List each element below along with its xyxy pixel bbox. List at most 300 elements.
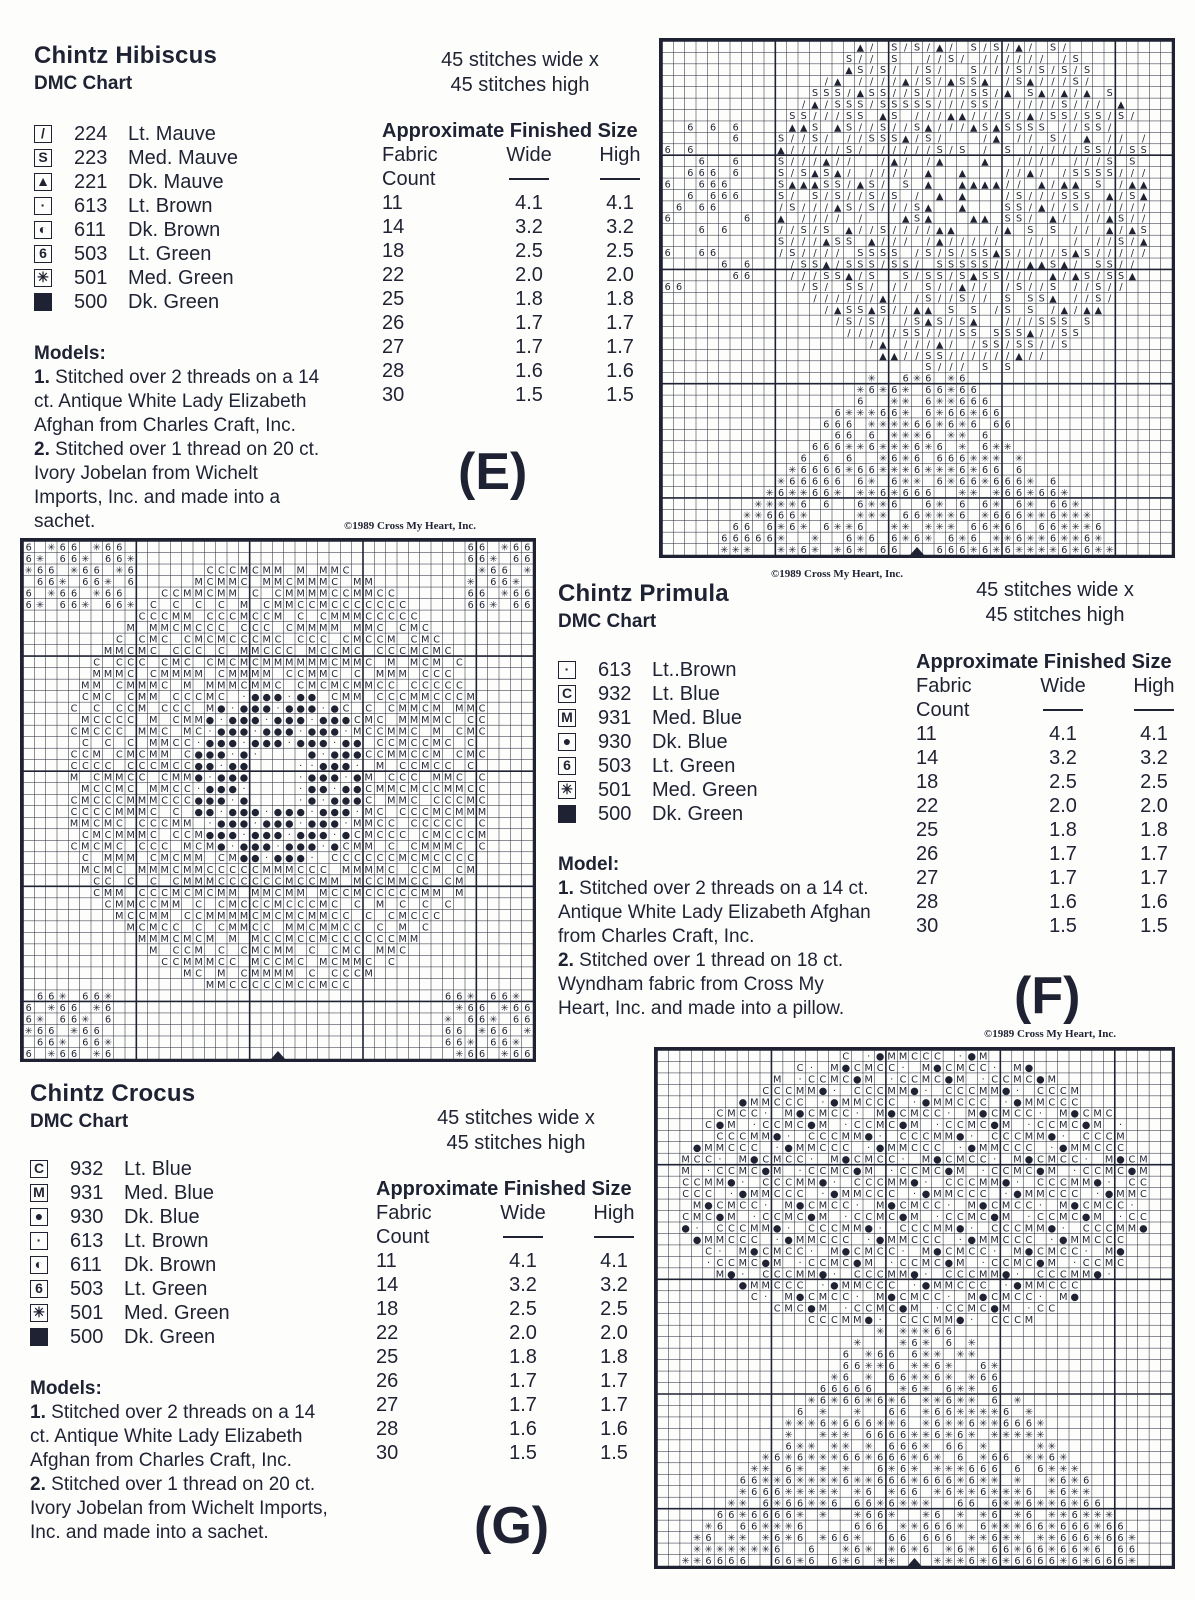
stitch-symbol: ● [1093,1269,1102,1281]
stitch-symbol: / [1130,247,1134,259]
stitch-symbol: 6 [1014,1464,1021,1476]
stitch-symbol: / [1096,99,1100,111]
stitch-symbol: / [824,213,828,225]
size-cell: 25 [376,1345,399,1368]
stitch-symbol: ● [217,703,226,715]
stitch-symbol: M [830,1257,839,1269]
stitch-symbol: ● [251,830,260,842]
stitch-symbol: 6 [478,1014,486,1026]
legend-color-name: Lt. Mauve [128,122,216,145]
stitch-symbol: ▲ [901,76,910,88]
stitch-symbol: ✳ [765,499,774,511]
stitch-symbol: · [1050,1143,1054,1155]
stitch-symbol: / [926,156,930,168]
stitch-symbol: S [1061,247,1068,259]
stitch-symbol: S [834,88,841,100]
stitch-symbol: ✳ [956,1487,965,1499]
stitch-symbol: ✳ [738,1510,747,1522]
stitch-symbol: 6 [1037,1521,1044,1533]
stitch-symbol: ● [990,1303,999,1315]
stitch-symbol: / [858,316,862,328]
stitch-symbol: / [938,247,942,259]
stitch-symbol: ✳ [924,442,933,454]
stitch-symbol: ✳ [990,1418,999,1430]
stitch-symbol: · [867,1143,871,1155]
size-cell: 4.1 [515,191,543,214]
stitch-symbol: · [1096,1189,1100,1201]
stitch-symbol: ● [341,807,351,819]
stitch-symbol: C [421,830,429,842]
stitch-symbol: ▲ [947,110,955,122]
stitch-symbol: · [993,1154,997,1166]
stitch-symbol: ✳ [704,1544,713,1556]
stitch-symbol: / [983,133,987,145]
stitch-symbol: M [285,588,294,600]
stitch-symbol: / [983,350,987,362]
stitch-symbol: M [205,956,215,968]
stitch-symbol: ● [262,738,271,750]
stitch-symbol: C [1014,1108,1021,1120]
stitch-symbol: C [206,565,214,577]
stitch-symbol: M [183,680,192,692]
stitch-symbol: ● [319,807,328,819]
stitch-symbol: 6 [891,407,898,419]
stitch-symbol: ● [330,795,339,807]
size-cell: 1.8 [509,1345,537,1368]
stitch-symbol: ● [956,1315,965,1327]
stitch-symbol: M [944,1189,954,1201]
stitch-symbol: C [251,864,259,876]
stitch-symbol: 6 [716,1510,724,1522]
stitch-symbol: C [161,726,169,738]
size-cell: 30 [382,383,405,406]
stitch-symbol: 6 [959,510,966,522]
stitch-symbol: · [299,784,303,796]
stitch-symbol: M [398,922,407,934]
stitch-symbol: C [149,853,157,865]
stitch-symbol: / [881,202,885,214]
stitch-symbol: ✳ [992,544,1001,555]
stitch-symbol: C [376,830,384,842]
stitch-symbol: 6 [891,453,898,465]
stitch-symbol: ✳ [92,1048,101,1059]
stitch-symbol: ▲ [1083,88,1091,100]
stitch-symbol: C [785,1177,793,1189]
stitch-symbol: ● [285,818,294,830]
stitch-symbol: 6 [913,464,921,476]
stitch-symbol: M [205,876,215,888]
stitch-symbol: 6 [796,1406,804,1418]
stitch-symbol: 6 [789,522,796,534]
stitch-symbol: 6 [811,476,819,488]
stitch-symbol: 6 [1025,1487,1033,1499]
stitch-symbol: C [991,1166,999,1178]
stitch-symbol: C [161,588,169,600]
stitch-symbol: 6 [959,453,966,465]
stitch-symbol: C [808,1292,815,1304]
stitch-symbol: ✳ [946,476,956,488]
stitch-symbol: / [926,110,930,122]
stitch-symbol: / [1006,282,1010,294]
stitch-symbol: M [1093,1211,1102,1223]
stitch-symbol: 6 [104,588,112,600]
stitch-symbol: M [149,692,158,704]
stitch-symbol: · [832,1085,836,1097]
stitch-symbol: / [858,202,862,214]
stitch-symbol: ✳ [1036,1429,1045,1441]
stitch-symbol: C [331,968,339,980]
stitch-symbol: ✳ [901,407,910,419]
stitch-symbol: 6 [478,1048,486,1059]
stitch-symbol: C [433,692,441,704]
stitch-symbol: C [853,1269,861,1281]
size-row [916,914,1194,938]
stitch-symbol: ● [307,772,317,784]
stitch-symbol: / [904,42,908,54]
stitch-symbol: 6 [981,464,989,476]
stitch-symbol: M [956,1154,965,1166]
stitch-symbol: 6 [845,453,853,465]
stitch-symbol: C [830,1131,838,1143]
stitch-symbol: S [811,259,819,271]
stitch-symbol: C [183,703,191,715]
stitch-symbol: M [387,784,396,796]
stitch-symbol: 6 [902,373,909,385]
stitch-symbol: ▲ [788,179,797,191]
stitch-symbol: · [935,1303,939,1315]
size-cell: 2.0 [1049,794,1077,817]
stitch-symbol: / [1051,88,1055,100]
stitch-symbol: ✳ [1036,1441,1045,1453]
stitch-symbol: C [1059,1189,1067,1201]
stitch-symbol: / [1062,145,1066,157]
stitch-symbol: 6 [980,1464,987,1476]
stitch-symbol: 6 [721,190,728,202]
stitch-symbol: ✳ [1082,1555,1091,1566]
stitch-symbol: C [455,692,463,704]
stitch-symbol: C [376,611,384,623]
stitch-symbol: / [870,293,874,305]
stitch-symbol: M [239,669,249,681]
stitch-symbol: C [70,807,78,819]
stitch-symbol: ✳ [853,1475,862,1487]
stitch-symbol: M [183,853,192,865]
stitch-symbol: ✳ [969,453,978,465]
stitch-symbol: 6 [1128,1544,1136,1556]
stitch-symbol: M [183,841,192,853]
stitch-symbol: M [681,1154,690,1166]
stitch-symbol: ✳ [47,542,56,554]
crocus-subtitle: DMC Chart [30,1111,129,1132]
size-row [916,818,1194,842]
stitch-symbol: ▲ [856,179,865,191]
stitch-symbol: S [1027,305,1034,317]
stitch-symbol: M [761,1280,770,1292]
stitch-symbol: 6 [48,991,55,1003]
stitch-symbol: M [137,864,147,876]
stitch-symbol: C [138,841,146,853]
stitch-symbol: C [922,1143,930,1155]
legend-color-name: Dk. Brown [124,1253,217,1276]
stitch-symbol: M [784,1200,793,1212]
stitch-symbol: C [365,853,373,865]
stitch-symbol: 6 [854,1452,861,1464]
stitch-symbol: C [1094,1131,1102,1143]
stitch-symbol: C [353,853,361,865]
stitch-symbol: 6 [732,522,739,534]
hibiscus-stitch-count [400,48,640,98]
size-cell: 1.5 [1140,914,1168,937]
stitch-symbol: ✳ [967,1372,976,1384]
stitch-symbol: / [1017,247,1021,259]
stitch-symbol: / [938,53,942,65]
stitch-symbol: S [902,270,909,282]
stitch-symbol: ● [205,807,215,819]
stitch-symbol: ✳ [1047,1464,1056,1476]
stitch-symbol: C [899,1292,907,1304]
stitch-symbol: C [183,945,191,957]
stitch-symbol: 6 [959,499,966,511]
stitch-symbol: C [353,899,361,911]
stitch-symbol: C [387,933,395,945]
stitch-symbol: S [1027,225,1034,237]
stitch-symbol: C [808,1200,815,1212]
stitch-symbol: ● [217,772,226,784]
stitch-symbol: C [945,1154,953,1166]
size-cell: 11 [382,191,403,214]
stitch-symbol: · [958,1143,962,1155]
stitch-symbol: S [845,110,853,122]
stitch-symbol: M [307,576,317,588]
stitch-symbol: 6 [501,1025,508,1037]
stitch-symbol: ✳ [833,522,842,534]
stitch-symbol: · [1038,1200,1042,1212]
stitch-symbol: · [276,841,280,853]
stitch-symbol: ✳ [761,1464,770,1476]
stitch-symbol: / [972,236,976,248]
stitch-symbol: M [1013,1154,1022,1166]
stitch-symbol: 6 [1071,1544,1078,1556]
stitch-symbol: C [796,1303,804,1315]
stitch-symbol: M [818,1200,828,1212]
stitch-symbol: 6 [877,1452,884,1464]
stitch-symbol: / [1028,65,1032,77]
stitch-symbol: M [409,657,419,669]
stitch-symbol: · [832,1269,836,1281]
stitch-symbol: ✳ [901,385,910,397]
stitch-symbol: ✳ [956,1418,965,1430]
stitch-symbol: / [1028,270,1032,282]
stitch-symbol: C [172,761,180,773]
stitch-symbol: C [410,876,418,888]
stitch-symbol: ● [205,830,215,842]
stitch-symbol: M [1047,1074,1057,1086]
stitch-symbol: S [811,282,819,294]
stitch-symbol: / [892,65,896,77]
stitch-symbol: · [1004,1280,1008,1292]
stitch-symbol: 6 [785,1464,792,1476]
stitch-symbol: M [126,922,135,934]
stitch-symbol: S [981,259,989,271]
stitch-symbol: C [750,1200,758,1212]
stitch-symbol: C [842,1257,850,1269]
legend-code: 221 [74,170,108,193]
primula-models [558,853,873,1021]
stitch-symbol: M [228,933,237,945]
stitch-symbol: ● [319,784,328,796]
stitch-symbol: ✳ [523,565,532,577]
model-text: Stitched over 1 thread on 20 ct. Ivory Jobelan from Wichelt Imports, Inc. and made into a sachet. [34,439,320,532]
stitch-symbol: · [912,1097,917,1109]
stitch-symbol: ● [330,807,339,819]
stitch-symbol: / [1017,168,1021,180]
stitch-symbol: M [69,772,79,784]
stitch-symbol: ● [285,703,294,715]
stitch-symbol: / [870,65,874,77]
stitch-symbol: ● [251,853,260,865]
stitch-symbol: S [970,99,977,111]
stitch-symbol: ✳ [1024,1406,1034,1418]
stitch-symbol: C [853,1085,861,1097]
stitch-symbol: M [364,807,373,819]
stitch-symbol: M [205,979,215,991]
stitch-symbol: C [297,599,305,611]
stitch-symbol: C [172,646,180,658]
stitch-symbol: / [1051,76,1055,88]
stitch-symbol: / [858,53,862,65]
stitch-symbol: M [432,864,441,876]
stitch-symbol: C [899,1131,907,1143]
stitch-symbol: C [285,669,293,681]
stitch-symbol: M [149,634,158,646]
stitch-symbol: M [387,945,396,957]
stitch-symbol: ▲ [958,202,967,214]
stitch-symbol: ✳ [990,1521,999,1533]
stitch-symbol: M [353,680,362,692]
stitch-symbol: M [443,772,453,784]
stitch-symbol: C [308,864,316,876]
stitch-symbol: 6 [709,179,717,191]
stitch-symbol: C [172,623,180,635]
stitch-symbol: ● [795,1200,805,1212]
stitch-symbol: · [821,1097,825,1109]
stitch-symbol: ▲ [924,168,933,180]
stitch-symbol: · [333,830,337,842]
stitch-symbol: ✳ [956,1555,965,1566]
stitch-symbol: C [421,703,429,715]
stitch-symbol: C [911,1051,918,1063]
stitch-symbol: C [716,1257,724,1269]
stitch-symbol: C [922,1234,930,1246]
stitch-symbol: S [879,133,887,145]
stitch-symbol: · [219,807,223,819]
legend-color-name: Med. Green [128,266,234,289]
stitch-symbol: ▲ [1139,179,1148,191]
stitch-symbol: C [115,818,123,830]
circle-symbol-icon: ● [30,1208,48,1226]
stitch-symbol: ✳ [901,430,910,442]
stitch-symbol: M [115,830,124,842]
size-cell: 14 [916,746,939,769]
size-row [916,866,1194,890]
stitch-symbol: ✳ [979,1418,988,1430]
stitch-symbol: ▲ [969,213,978,225]
stitch-symbol: M [681,1166,690,1178]
stitch-symbol: C [853,1211,861,1223]
stitch-symbol: C [399,611,407,623]
stitch-symbol: ● [738,1097,748,1109]
stitch-symbol: C [319,634,327,646]
stitch-symbol: / [836,110,840,122]
stitch-symbol: ● [887,1108,896,1120]
stitch-symbol: C [933,1143,941,1155]
stitch-symbol: ● [330,726,339,738]
stitch-symbol: ▲ [924,202,933,214]
stitch-symbol: / [972,110,976,122]
stitch-symbol: C [274,680,282,692]
stitch-symbol: ✳ [944,1544,953,1556]
stitch-symbol: M [262,887,271,899]
stitch-symbol: ✳ [876,1326,885,1338]
stitch-symbol: · [867,1234,871,1246]
stitch-symbol: S [925,293,932,305]
stitch-symbol: ● [750,1154,759,1166]
stitch-symbol: 6 [945,1441,952,1453]
stitch-symbol: 6 [823,487,830,499]
stitch-symbol: 6 [854,1521,861,1533]
stitch-symbol: ✳ [818,1429,828,1441]
stitch-symbol: ✳ [500,588,509,600]
stitch-symbol: S [789,247,796,259]
stitch-symbol: / [858,76,862,88]
stitch-symbol: M [864,1166,873,1178]
size-cell: 22 [382,263,405,286]
stitch-symbol: M [432,657,441,669]
stitch-symbol: · [947,1200,951,1212]
stitch-symbol: M [307,669,317,681]
stitch-symbol: 6 [811,442,819,454]
stitch-symbol: C [376,922,384,934]
stitch-symbol: 6 [512,1048,520,1059]
size-row [376,1297,654,1321]
stitch-symbol: ✳ [1047,1475,1056,1487]
stitch-symbol: C [1094,1257,1102,1269]
stitch-symbol: S [868,88,875,100]
stitch-symbol: M [1070,1269,1079,1281]
stitch-symbol: C [274,588,282,600]
stitch-symbol: M [864,1246,873,1258]
stitch-symbol: M [990,1143,999,1155]
stitch-symbol: 6 [936,453,943,465]
stitch-symbol: M [341,864,351,876]
stitch-symbol: ● [330,749,339,761]
stitch-symbol: C [217,692,225,704]
stitch-symbol: ✳ [935,419,944,431]
stitch-symbol: S [879,225,887,237]
stitch-symbol: C [933,1234,941,1246]
stitch-symbol: / [847,168,851,180]
stitch-symbol: M [466,795,475,807]
stitch-symbol: M [761,1223,770,1235]
stitch-symbol: S [868,316,875,328]
stitch-symbol: C [888,1062,896,1074]
stitch-symbol: S [1072,53,1079,65]
stitch-symbol: ✳ [24,565,33,577]
stitch-symbol: · [1015,1269,1020,1281]
stitch-symbol: 6 [675,282,683,294]
primula-size-table [916,651,1194,938]
stitch-symbol: 6 [842,1475,849,1487]
